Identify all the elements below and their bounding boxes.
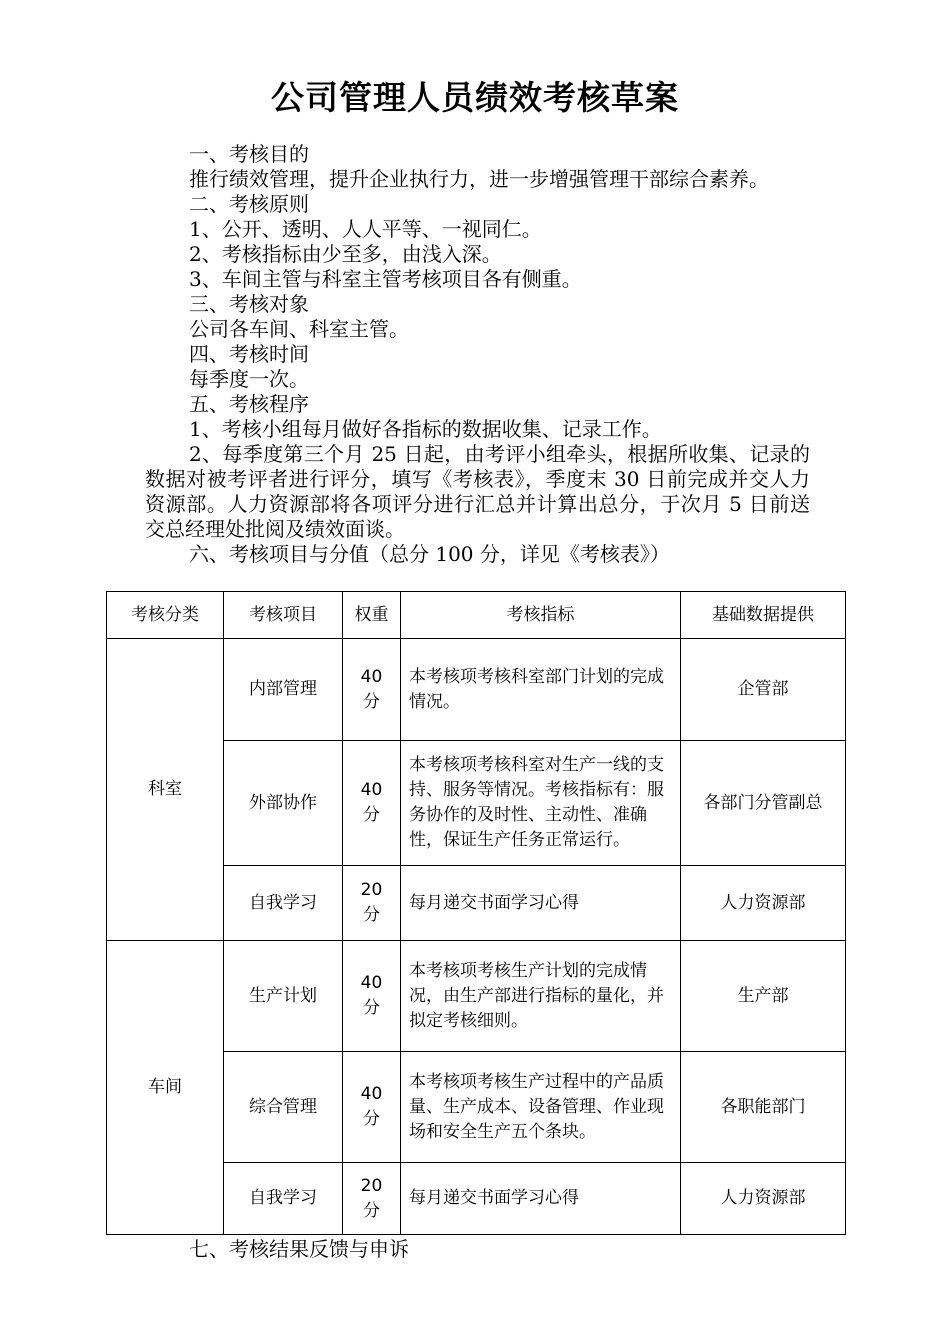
- weight-cell: 40 分: [343, 941, 401, 1052]
- table-row: [107, 941, 846, 1052]
- heading-purpose: 一、考核目的: [189, 142, 309, 166]
- header-indicator: 考核指标: [401, 592, 681, 639]
- weight-cell: 40 分: [343, 639, 401, 741]
- indicator-cell: 每月递交书面学习心得: [401, 1163, 681, 1235]
- provider-cell: 各职能部门: [681, 1052, 846, 1163]
- procedure-item: 1、考核小组每月做好各指标的数据收集、记录工作。: [189, 417, 662, 441]
- assessment-table: [106, 591, 846, 1235]
- indicator-cell: 本考核项考核科室对生产一线的支持、服务等情况。考核指标有：服务协作的及时性、主动性、准确性，保证生产任务正常运行。: [401, 741, 681, 866]
- item-cell: 自我学习: [224, 1163, 343, 1235]
- item-cell: 外部协作: [224, 741, 343, 866]
- item-cell: 自我学习: [224, 866, 343, 941]
- provider-cell: 人力资源部: [681, 866, 846, 941]
- document-title: 公司管理人员绩效考核草案: [271, 78, 679, 117]
- table-header-row: [107, 592, 846, 639]
- paragraph-target: 公司各车间、科室主管。: [189, 317, 409, 341]
- provider-cell: 企管部: [681, 639, 846, 741]
- indicator-cell: 本考核项考核生产计划的完成情况，由生产部进行指标的量化，并拟定考核细则。: [401, 941, 681, 1052]
- principle-item: 3、车间主管与科室主管考核项目各有侧重。: [189, 267, 582, 291]
- item-cell: 内部管理: [224, 639, 343, 741]
- provider-cell: 生产部: [681, 941, 846, 1052]
- paragraph-purpose: 推行绩效管理，提升企业执行力，进一步增强管理干部综合素养。: [189, 167, 769, 191]
- provider-cell: 各部门分管副总: [681, 741, 846, 866]
- indicator-cell: 本考核项考核科室部门计划的完成情况。: [401, 639, 681, 741]
- heading-target: 三、考核对象: [189, 292, 309, 316]
- section-seven: [145, 1237, 810, 1262]
- indicator-cell: 每月递交书面学习心得: [401, 866, 681, 941]
- header-provider: 基础数据提供: [681, 592, 846, 639]
- heading-items-scores: 六、考核项目与分值（总分 100 分，详见《考核表》）: [189, 542, 670, 566]
- item-cell: 综合管理: [224, 1052, 343, 1163]
- heading-principles: 二、考核原则: [189, 192, 309, 216]
- indicator-cell: 本考核项考核生产过程中的产品质量、生产成本、设备管理、作业现场和安全生产五个条块。: [401, 1052, 681, 1163]
- procedure-item: 2、每季度第三个月 25 日起，由考评小组牵头，根据所收集、记录的数据对被考评者进行评分，填写《考核表》，季度末 30 日前完成并交人力资源部。人力资源部将各项评分进行汇总并计算出总分，于次月 5 日前送交总经理处批阅及绩效面谈。: [145, 442, 810, 541]
- weight-cell: 40 分: [343, 1052, 401, 1163]
- header-item: 考核项目: [224, 592, 343, 639]
- document-body: [145, 142, 810, 567]
- weight-cell: 40 分: [343, 741, 401, 866]
- provider-cell: 人力资源部: [681, 1163, 846, 1235]
- header-weight: 权重: [343, 592, 401, 639]
- principle-item: 1、公开、透明、人人平等、一视同仁。: [189, 217, 542, 241]
- principle-item: 2、考核指标由少至多，由浅入深。: [189, 242, 502, 266]
- table-row: [107, 639, 846, 741]
- paragraph-time: 每季度一次。: [189, 367, 309, 391]
- category-cell: 科室: [107, 639, 224, 941]
- heading-time: 四、考核时间: [189, 342, 309, 366]
- category-cell: 车间: [107, 941, 224, 1235]
- weight-cell: 20 分: [343, 1163, 401, 1235]
- item-cell: 生产计划: [224, 941, 343, 1052]
- heading-procedure: 五、考核程序: [189, 392, 309, 416]
- weight-cell: 20 分: [343, 866, 401, 941]
- heading-feedback: 七、考核结果反馈与申诉: [189, 1237, 409, 1261]
- header-category: 考核分类: [107, 592, 224, 639]
